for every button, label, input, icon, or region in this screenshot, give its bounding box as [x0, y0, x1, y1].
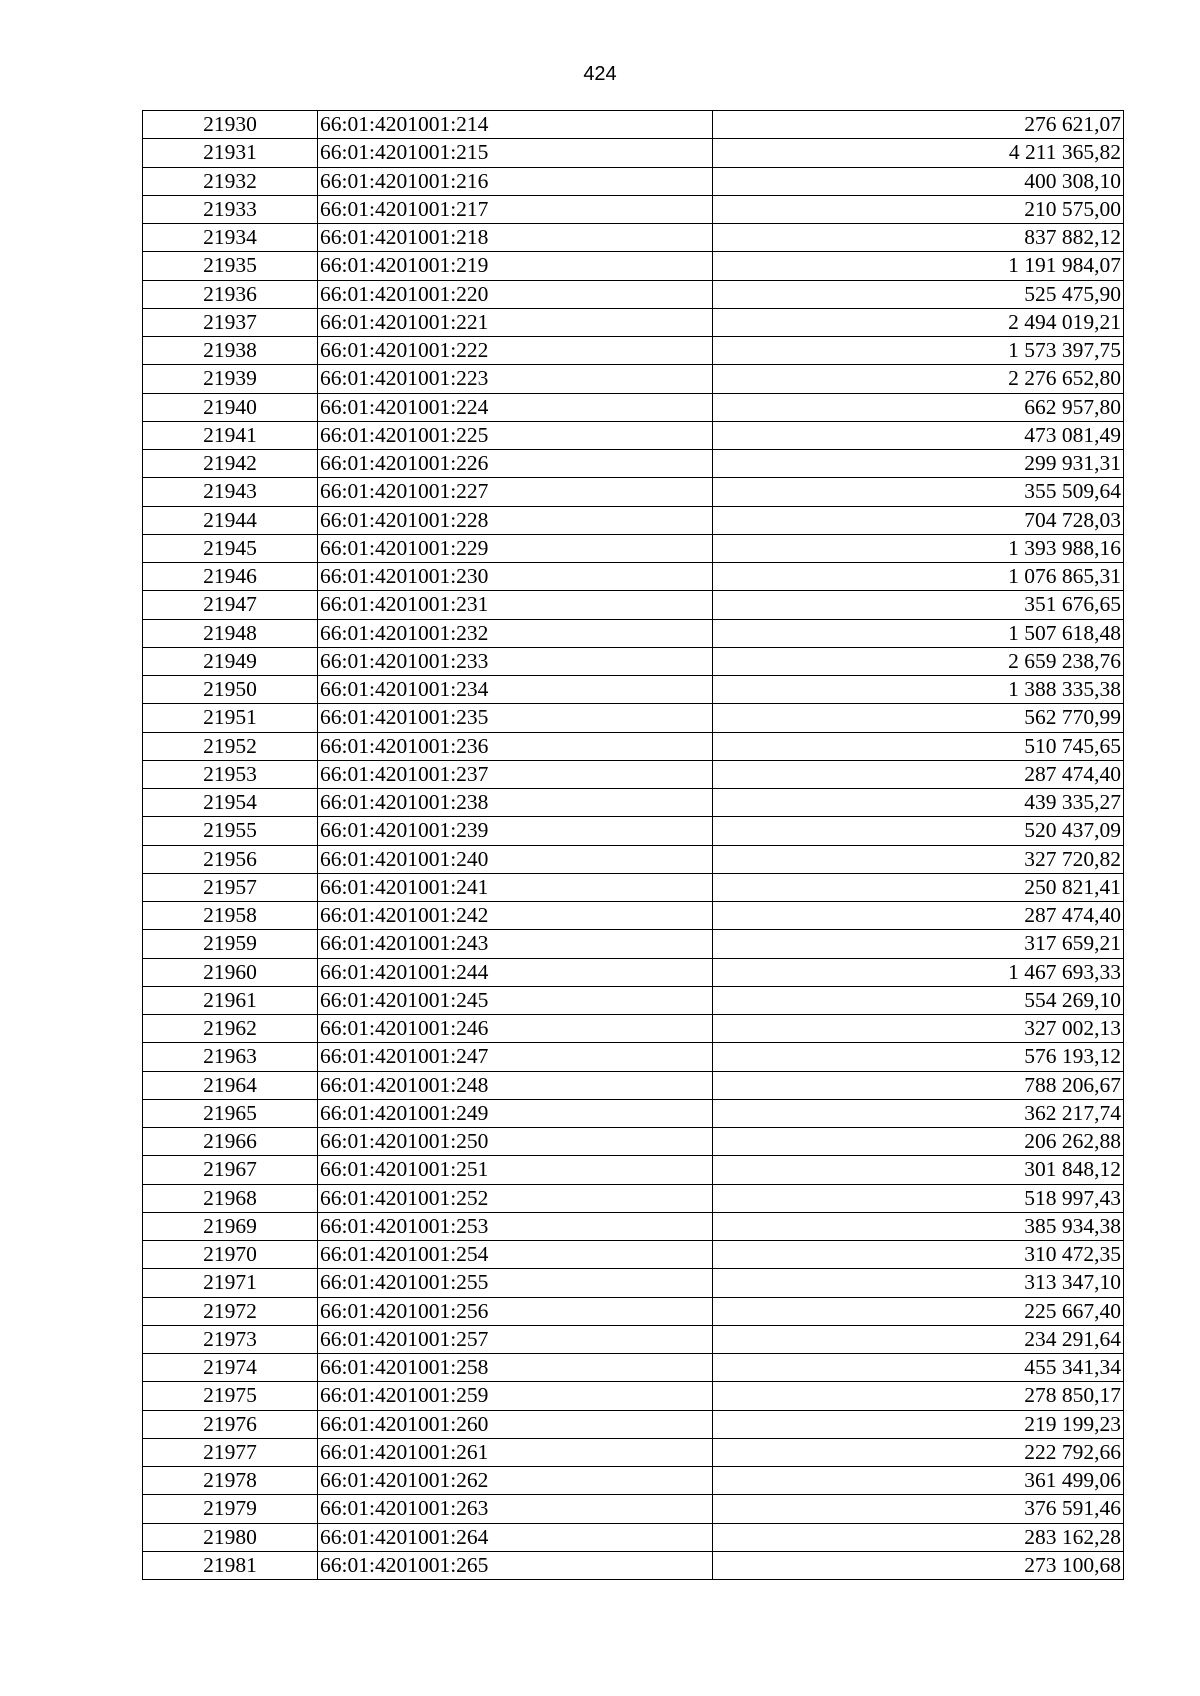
- table-body: [143, 111, 1124, 1580]
- table-row: [143, 591, 1124, 619]
- cadastral-number-cell: 66:01:4201001:248: [318, 1071, 713, 1099]
- cadastral-number-cell: 66:01:4201001:242: [318, 902, 713, 930]
- table-row: [143, 280, 1124, 308]
- table-row: [143, 478, 1124, 506]
- row-number-cell: 21968: [143, 1184, 318, 1212]
- row-number-cell: 21931: [143, 139, 318, 167]
- cadastral-value-cell: 287 474,40: [713, 760, 1124, 788]
- table-row: [143, 902, 1124, 930]
- row-number-cell: 21963: [143, 1043, 318, 1071]
- cadastral-value-cell: 704 728,03: [713, 506, 1124, 534]
- table-row: [143, 365, 1124, 393]
- cadastral-number-cell: 66:01:4201001:217: [318, 195, 713, 223]
- cadastral-value-cell: 2 659 238,76: [713, 647, 1124, 675]
- cadastral-number-cell: 66:01:4201001:218: [318, 224, 713, 252]
- cadastral-value-cell: 2 494 019,21: [713, 308, 1124, 336]
- cadastral-number-cell: 66:01:4201001:231: [318, 591, 713, 619]
- row-number-cell: 21932: [143, 167, 318, 195]
- row-number-cell: 21974: [143, 1354, 318, 1382]
- cadastral-value-cell: 576 193,12: [713, 1043, 1124, 1071]
- table-row: [143, 1043, 1124, 1071]
- row-number-cell: 21962: [143, 1015, 318, 1043]
- row-number-cell: 21944: [143, 506, 318, 534]
- cadastral-number-cell: 66:01:4201001:233: [318, 647, 713, 675]
- cadastral-number-cell: 66:01:4201001:216: [318, 167, 713, 195]
- cadastral-value-cell: 222 792,66: [713, 1438, 1124, 1466]
- cadastral-value-cell: 4 211 365,82: [713, 139, 1124, 167]
- cadastral-value-cell: 376 591,46: [713, 1495, 1124, 1523]
- cadastral-number-cell: 66:01:4201001:257: [318, 1325, 713, 1353]
- cadastral-value-cell: 313 347,10: [713, 1269, 1124, 1297]
- cadastral-number-cell: 66:01:4201001:258: [318, 1354, 713, 1382]
- row-number-cell: 21966: [143, 1128, 318, 1156]
- row-number-cell: 21950: [143, 676, 318, 704]
- cadastral-value-cell: 562 770,99: [713, 704, 1124, 732]
- table-row: [143, 252, 1124, 280]
- cadastral-value-cell: 455 341,34: [713, 1354, 1124, 1382]
- table-row: [143, 1297, 1124, 1325]
- cadastral-value-cell: 219 199,23: [713, 1410, 1124, 1438]
- cadastral-number-cell: 66:01:4201001:225: [318, 421, 713, 449]
- cadastral-value-cell: 276 621,07: [713, 111, 1124, 139]
- cadastral-number-cell: 66:01:4201001:221: [318, 308, 713, 336]
- row-number-cell: 21965: [143, 1099, 318, 1127]
- cadastral-number-cell: 66:01:4201001:245: [318, 986, 713, 1014]
- cadastral-number-cell: 66:01:4201001:229: [318, 534, 713, 562]
- cadastral-value-cell: 473 081,49: [713, 421, 1124, 449]
- page-number: 424: [583, 63, 617, 85]
- row-number-cell: 21980: [143, 1523, 318, 1551]
- cadastral-value-cell: 210 575,00: [713, 195, 1124, 223]
- row-number-cell: 21930: [143, 111, 318, 139]
- cadastral-number-cell: 66:01:4201001:238: [318, 789, 713, 817]
- cadastral-number-cell: 66:01:4201001:254: [318, 1241, 713, 1269]
- table-row: [143, 421, 1124, 449]
- table-row: [143, 1382, 1124, 1410]
- table-row: [143, 1551, 1124, 1579]
- cadastral-number-cell: 66:01:4201001:253: [318, 1212, 713, 1240]
- cadastral-number-cell: 66:01:4201001:215: [318, 139, 713, 167]
- table-row: [143, 619, 1124, 647]
- cadastral-number-cell: 66:01:4201001:256: [318, 1297, 713, 1325]
- cadastral-number-cell: 66:01:4201001:214: [318, 111, 713, 139]
- row-number-cell: 21953: [143, 760, 318, 788]
- table-row: [143, 1212, 1124, 1240]
- cadastral-value-cell: 327 002,13: [713, 1015, 1124, 1043]
- cadastral-number-cell: 66:01:4201001:263: [318, 1495, 713, 1523]
- row-number-cell: 21970: [143, 1241, 318, 1269]
- cadastral-value-cell: 520 437,09: [713, 817, 1124, 845]
- cadastral-value-cell: 327 720,82: [713, 845, 1124, 873]
- table-row: [143, 337, 1124, 365]
- cadastral-number-cell: 66:01:4201001:262: [318, 1467, 713, 1495]
- table-row: [143, 1241, 1124, 1269]
- table-row: [143, 1467, 1124, 1495]
- row-number-cell: 21979: [143, 1495, 318, 1523]
- cadastral-value-cell: 1 467 693,33: [713, 958, 1124, 986]
- cadastral-number-cell: 66:01:4201001:219: [318, 252, 713, 280]
- row-number-cell: 21972: [143, 1297, 318, 1325]
- row-number-cell: 21981: [143, 1551, 318, 1579]
- row-number-cell: 21951: [143, 704, 318, 732]
- table-row: [143, 1325, 1124, 1353]
- cadastral-value-cell: 510 745,65: [713, 732, 1124, 760]
- cadastral-value-cell: 299 931,31: [713, 450, 1124, 478]
- row-number-cell: 21935: [143, 252, 318, 280]
- cadastral-number-cell: 66:01:4201001:239: [318, 817, 713, 845]
- table-row: [143, 1495, 1124, 1523]
- cadastral-number-cell: 66:01:4201001:243: [318, 930, 713, 958]
- cadastral-value-cell: 351 676,65: [713, 591, 1124, 619]
- row-number-cell: 21949: [143, 647, 318, 675]
- table-row: [143, 1354, 1124, 1382]
- cadastral-number-cell: 66:01:4201001:235: [318, 704, 713, 732]
- cadastral-number-cell: 66:01:4201001:234: [318, 676, 713, 704]
- cadastral-value-cell: 439 335,27: [713, 789, 1124, 817]
- cadastral-value-cell: 525 475,90: [713, 280, 1124, 308]
- cadastral-value-cell: 234 291,64: [713, 1325, 1124, 1353]
- table-row: [143, 704, 1124, 732]
- cadastral-value-cell: 225 667,40: [713, 1297, 1124, 1325]
- table-row: [143, 224, 1124, 252]
- cadastral-value-cell: 361 499,06: [713, 1467, 1124, 1495]
- row-number-cell: 21946: [143, 563, 318, 591]
- table-row: [143, 139, 1124, 167]
- table-row: [143, 1128, 1124, 1156]
- cadastral-number-cell: 66:01:4201001:240: [318, 845, 713, 873]
- row-number-cell: 21945: [143, 534, 318, 562]
- cadastral-number-cell: 66:01:4201001:223: [318, 365, 713, 393]
- table-row: [143, 1156, 1124, 1184]
- row-number-cell: 21959: [143, 930, 318, 958]
- cadastral-value-cell: 518 997,43: [713, 1184, 1124, 1212]
- table-row: [143, 930, 1124, 958]
- table-row: [143, 986, 1124, 1014]
- row-number-cell: 21943: [143, 478, 318, 506]
- cadastral-number-cell: 66:01:4201001:237: [318, 760, 713, 788]
- table-row: [143, 845, 1124, 873]
- cadastral-value-table: [142, 110, 1124, 1580]
- cadastral-number-cell: 66:01:4201001:251: [318, 1156, 713, 1184]
- row-number-cell: 21964: [143, 1071, 318, 1099]
- row-number-cell: 21961: [143, 986, 318, 1014]
- cadastral-value-cell: 362 217,74: [713, 1099, 1124, 1127]
- cadastral-value-cell: 310 472,35: [713, 1241, 1124, 1269]
- table-row: [143, 1015, 1124, 1043]
- cadastral-number-cell: 66:01:4201001:261: [318, 1438, 713, 1466]
- cadastral-number-cell: 66:01:4201001:246: [318, 1015, 713, 1043]
- table-row: [143, 195, 1124, 223]
- cadastral-value-cell: 250 821,41: [713, 873, 1124, 901]
- row-number-cell: 21958: [143, 902, 318, 930]
- row-number-cell: 21941: [143, 421, 318, 449]
- cadastral-value-cell: 1 388 335,38: [713, 676, 1124, 704]
- table-row: [143, 534, 1124, 562]
- cadastral-value-cell: 554 269,10: [713, 986, 1124, 1014]
- cadastral-value-cell: 301 848,12: [713, 1156, 1124, 1184]
- row-number-cell: 21952: [143, 732, 318, 760]
- table-row: [143, 817, 1124, 845]
- row-number-cell: 21954: [143, 789, 318, 817]
- table-row: [143, 1099, 1124, 1127]
- cadastral-number-cell: 66:01:4201001:222: [318, 337, 713, 365]
- row-number-cell: 21938: [143, 337, 318, 365]
- cadastral-number-cell: 66:01:4201001:260: [318, 1410, 713, 1438]
- table-row: [143, 760, 1124, 788]
- cadastral-value-cell: 355 509,64: [713, 478, 1124, 506]
- table-row: [143, 450, 1124, 478]
- row-number-cell: 21971: [143, 1269, 318, 1297]
- row-number-cell: 21967: [143, 1156, 318, 1184]
- cadastral-number-cell: 66:01:4201001:249: [318, 1099, 713, 1127]
- table-row: [143, 393, 1124, 421]
- table-row: [143, 308, 1124, 336]
- cadastral-number-cell: 66:01:4201001:220: [318, 280, 713, 308]
- table-row: [143, 1523, 1124, 1551]
- cadastral-value-cell: 283 162,28: [713, 1523, 1124, 1551]
- row-number-cell: 21934: [143, 224, 318, 252]
- row-number-cell: 21933: [143, 195, 318, 223]
- table-row: [143, 789, 1124, 817]
- row-number-cell: 21975: [143, 1382, 318, 1410]
- cadastral-value-cell: 1 507 618,48: [713, 619, 1124, 647]
- cadastral-number-cell: 66:01:4201001:250: [318, 1128, 713, 1156]
- cadastral-number-cell: 66:01:4201001:226: [318, 450, 713, 478]
- cadastral-value-cell: 400 308,10: [713, 167, 1124, 195]
- table-row: [143, 873, 1124, 901]
- cadastral-number-cell: 66:01:4201001:244: [318, 958, 713, 986]
- row-number-cell: 21957: [143, 873, 318, 901]
- table-row: [143, 676, 1124, 704]
- table-row: [143, 958, 1124, 986]
- cadastral-value-cell: 662 957,80: [713, 393, 1124, 421]
- row-number-cell: 21973: [143, 1325, 318, 1353]
- cadastral-number-cell: 66:01:4201001:224: [318, 393, 713, 421]
- cadastral-number-cell: 66:01:4201001:259: [318, 1382, 713, 1410]
- cadastral-value-cell: 1 393 988,16: [713, 534, 1124, 562]
- cadastral-value-cell: 788 206,67: [713, 1071, 1124, 1099]
- cadastral-number-cell: 66:01:4201001:227: [318, 478, 713, 506]
- row-number-cell: 21947: [143, 591, 318, 619]
- cadastral-number-cell: 66:01:4201001:236: [318, 732, 713, 760]
- cadastral-value-cell: 385 934,38: [713, 1212, 1124, 1240]
- table-row: [143, 1269, 1124, 1297]
- cadastral-number-cell: 66:01:4201001:230: [318, 563, 713, 591]
- cadastral-value-cell: 1 076 865,31: [713, 563, 1124, 591]
- cadastral-value-cell: 837 882,12: [713, 224, 1124, 252]
- table-row: [143, 647, 1124, 675]
- table-row: [143, 111, 1124, 139]
- cadastral-number-cell: 66:01:4201001:265: [318, 1551, 713, 1579]
- cadastral-number-cell: 66:01:4201001:247: [318, 1043, 713, 1071]
- row-number-cell: 21937: [143, 308, 318, 336]
- cadastral-value-cell: 287 474,40: [713, 902, 1124, 930]
- table-row: [143, 167, 1124, 195]
- cadastral-value-cell: 1 573 397,75: [713, 337, 1124, 365]
- cadastral-value-cell: 2 276 652,80: [713, 365, 1124, 393]
- row-number-cell: 21948: [143, 619, 318, 647]
- table-row: [143, 732, 1124, 760]
- table-row: [143, 1410, 1124, 1438]
- row-number-cell: 21969: [143, 1212, 318, 1240]
- row-number-cell: 21977: [143, 1438, 318, 1466]
- cadastral-value-cell: 206 262,88: [713, 1128, 1124, 1156]
- cadastral-number-cell: 66:01:4201001:252: [318, 1184, 713, 1212]
- cadastral-number-cell: 66:01:4201001:241: [318, 873, 713, 901]
- cadastral-value-cell: 273 100,68: [713, 1551, 1124, 1579]
- row-number-cell: 21960: [143, 958, 318, 986]
- cadastral-value-cell: 1 191 984,07: [713, 252, 1124, 280]
- cadastral-number-cell: 66:01:4201001:255: [318, 1269, 713, 1297]
- row-number-cell: 21940: [143, 393, 318, 421]
- cadastral-value-cell: 317 659,21: [713, 930, 1124, 958]
- table-row: [143, 1071, 1124, 1099]
- row-number-cell: 21956: [143, 845, 318, 873]
- table-row: [143, 1438, 1124, 1466]
- cadastral-value-cell: 278 850,17: [713, 1382, 1124, 1410]
- cadastral-number-cell: 66:01:4201001:232: [318, 619, 713, 647]
- table-row: [143, 506, 1124, 534]
- row-number-cell: 21978: [143, 1467, 318, 1495]
- row-number-cell: 21976: [143, 1410, 318, 1438]
- row-number-cell: 21955: [143, 817, 318, 845]
- cadastral-number-cell: 66:01:4201001:228: [318, 506, 713, 534]
- cadastral-number-cell: 66:01:4201001:264: [318, 1523, 713, 1551]
- table-row: [143, 563, 1124, 591]
- row-number-cell: 21936: [143, 280, 318, 308]
- table-row: [143, 1184, 1124, 1212]
- row-number-cell: 21939: [143, 365, 318, 393]
- row-number-cell: 21942: [143, 450, 318, 478]
